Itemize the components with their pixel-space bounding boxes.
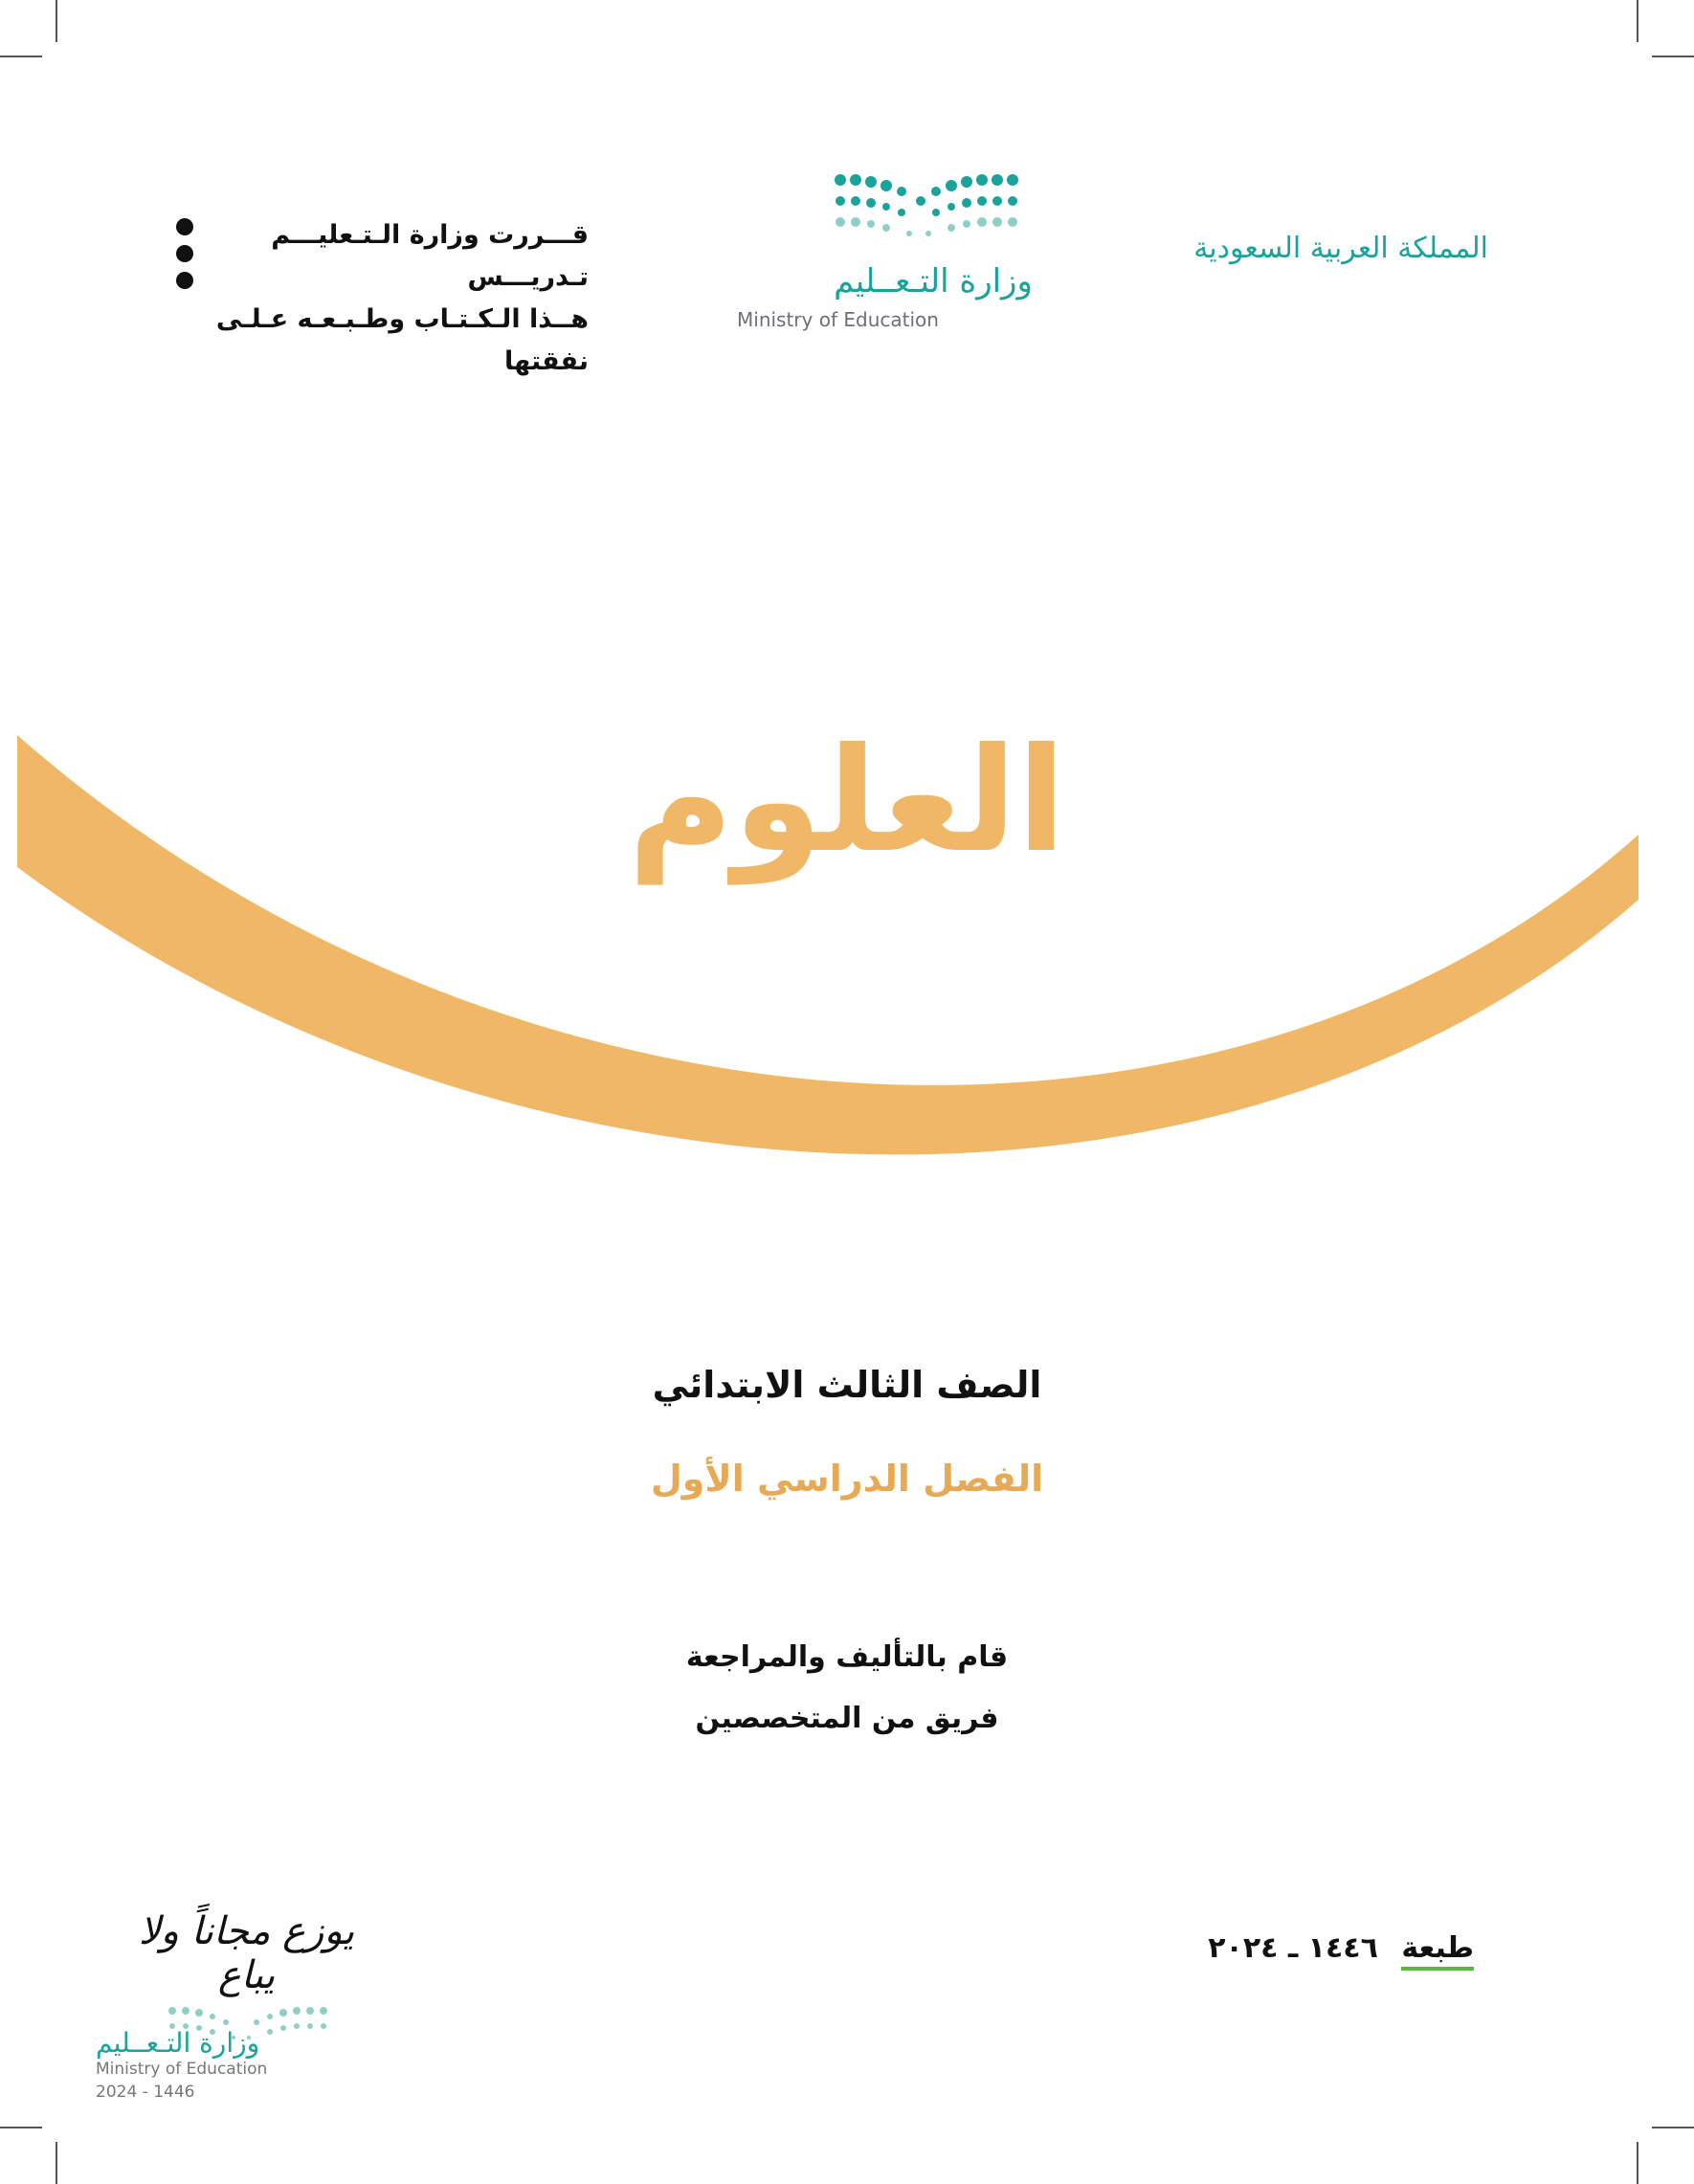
approval-statement [187,214,589,383]
crop-mark [1637,2142,1638,2184]
ministry-name-ar: وزارة التـعــليم [834,262,1033,301]
authors-credit [0,1627,1694,1749]
edition-info [1208,1931,1474,1965]
crop-mark [56,2142,57,2184]
small-ministry-name-ar: وزارة التـعــليم [96,2027,260,2059]
semester: الفصل الدراسي الأول [650,1458,1044,1500]
crop-mark [1652,2127,1694,2128]
small-ministry-name-en: Ministry of Education [96,2060,268,2079]
free-distribution-text: يوزع مجاناً ولا يباع [138,1909,355,1997]
crop-mark [0,2127,42,2128]
edition-label: طبعة [1401,1931,1474,1971]
ministry-dots-icon [727,163,1053,258]
small-year: 2024 - 1446 [96,2083,195,2102]
approval-line: قـــررت وزارة الـتـعليـــم تـدريـــس [271,220,589,292]
crop-mark [1652,56,1694,57]
authors-line: فريق من المتخصصين [695,1702,999,1735]
authors-line: قام بالتأليف والمراجعة [685,1640,1009,1674]
crop-mark [56,0,57,42]
bullet-dots-icon [176,218,193,299]
grade-level: الصف الثالث الابتدائي [652,1364,1042,1406]
ministry-logo [727,163,1053,345]
crop-mark [0,56,42,57]
edition-years: ١٤٤٦ ـ ٢٠٢٤ [1208,1931,1378,1965]
kingdom-name: المملكة العربية السعودية [1193,232,1488,265]
approval-line: هــذا الـكـتـاب وطـبـعـه عـلـى نفقتها [215,304,589,376]
crop-mark [1637,0,1638,42]
ministry-name-en: Ministry of Education [737,308,939,331]
book-title: العلوم [628,718,1066,884]
